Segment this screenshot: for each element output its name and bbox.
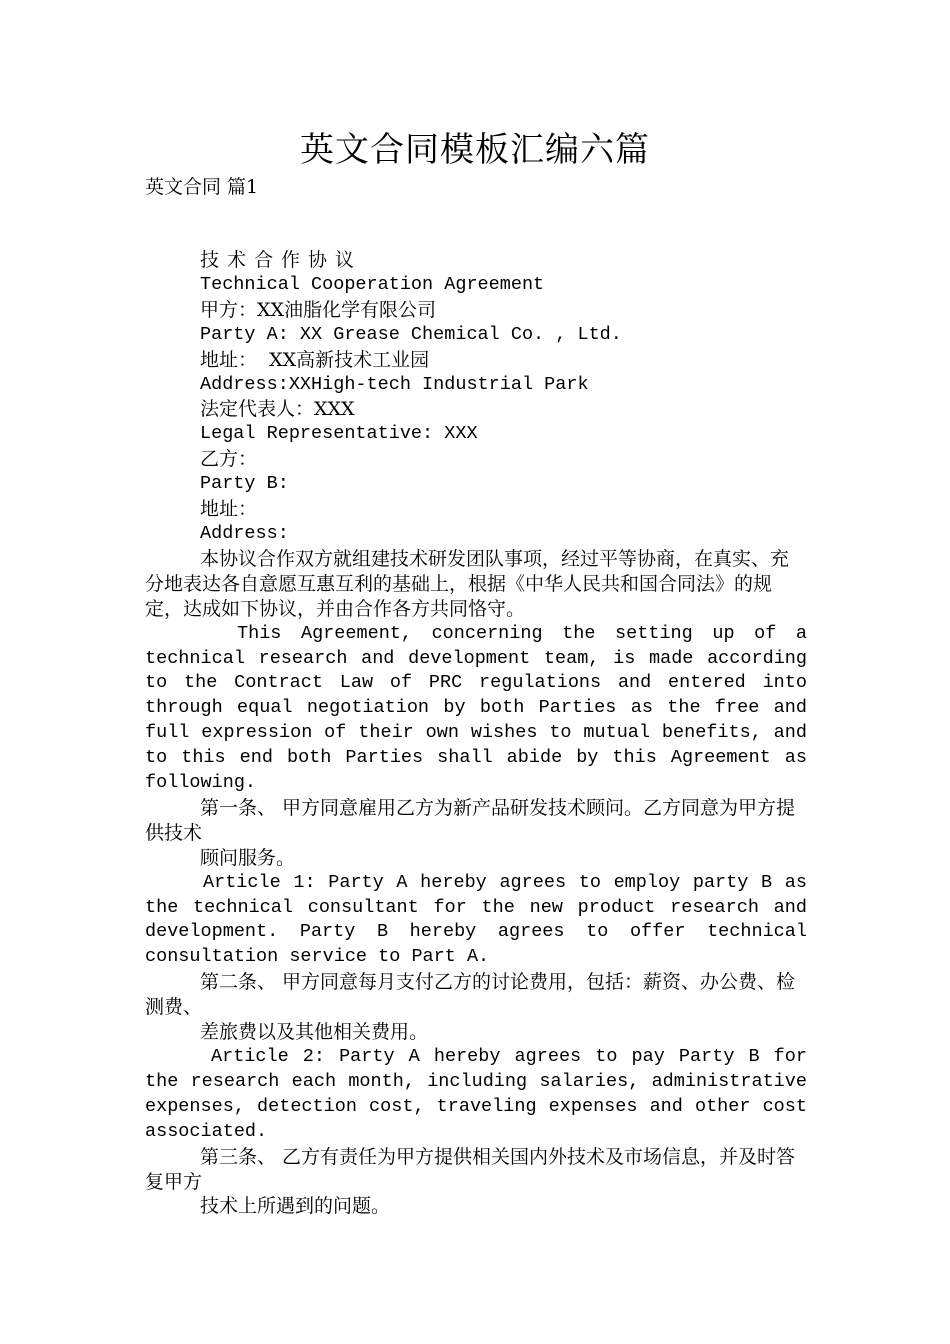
document-body	[145, 248, 807, 1219]
agreement-title-en: Technical Cooperation Agreement	[200, 273, 545, 295]
agreement-title-cn: 技术合作协议	[200, 249, 363, 271]
party-b-address-cn: 地址：	[200, 498, 258, 521]
party-b-en: Party B:	[200, 473, 289, 495]
party-a-address-en: Address:XXHigh-tech Industrial Park	[200, 373, 589, 395]
legal-rep-en: Legal Representative: XXX	[200, 423, 478, 445]
article-1-cn-continuation: 顾问服务。	[200, 846, 296, 869]
article-2-cn-continuation: 差旅费以及其他相关费用。	[200, 1021, 429, 1044]
party-b-address-en: Address:	[200, 522, 289, 544]
article-3-cn-continuation: 技术上所遇到的问题。	[200, 1195, 391, 1218]
article-3-cn: 第三条、 乙方有责任为甲方提供相关国内外技术及市场信息，并及时答复甲方	[145, 1145, 796, 1193]
party-a-en: Party A: XX Grease Chemical Co. , Ltd.	[200, 323, 622, 345]
article-1-en: Article 1: Party A hereby agrees to employ party B as the technical consultant for the new product research and development. Party B hereby agrees to offer technical consultation service to Part A.	[145, 871, 807, 968]
party-b-cn: 乙方：	[200, 448, 258, 471]
article-2-cn: 第二条、 甲方同意每月支付乙方的讨论费用，包括：薪资、办公费、检测费、	[145, 971, 796, 1019]
article-1-cn: 第一条、 甲方同意雇用乙方为新产品研发技术顾问。乙方同意为甲方提供技术	[145, 796, 796, 844]
document-subtitle: 英文合同 篇1	[145, 176, 259, 198]
article-2-en: Article 2: Party A hereby agrees to pay Party B for the research each month, including salaries, administrative expenses, detection cost, traveling expenses and other cost associated.	[145, 1046, 807, 1142]
document-title: 英文合同模板汇编六篇	[300, 130, 650, 170]
intro-paragraph-en: This Agreement, concerning the setting up of a technical research and development team, is made according to the Contract Law of PRC regulations and entered into through equal negotiation by both Parties as the free and full expression of their own wishes to mutual benefits, and to this end both Parties shall abide by this Agreement as following.	[145, 622, 807, 794]
legal-rep-cn: 法定代表人：XXX	[200, 398, 355, 421]
party-a-cn: 甲方：XX油脂化学有限公司	[200, 298, 437, 321]
party-a-address-cn: 地址： XX高新技术工业园	[200, 348, 430, 371]
intro-paragraph-cn: 本协议合作双方就组建技术研发团队事项，经过平等协商，在真实、充分地表达各自意愿互惠互利的基础上，根据《中华人民共和国合同法》的规定，达成如下协议，并由合作各方共同恪守。	[145, 547, 790, 620]
